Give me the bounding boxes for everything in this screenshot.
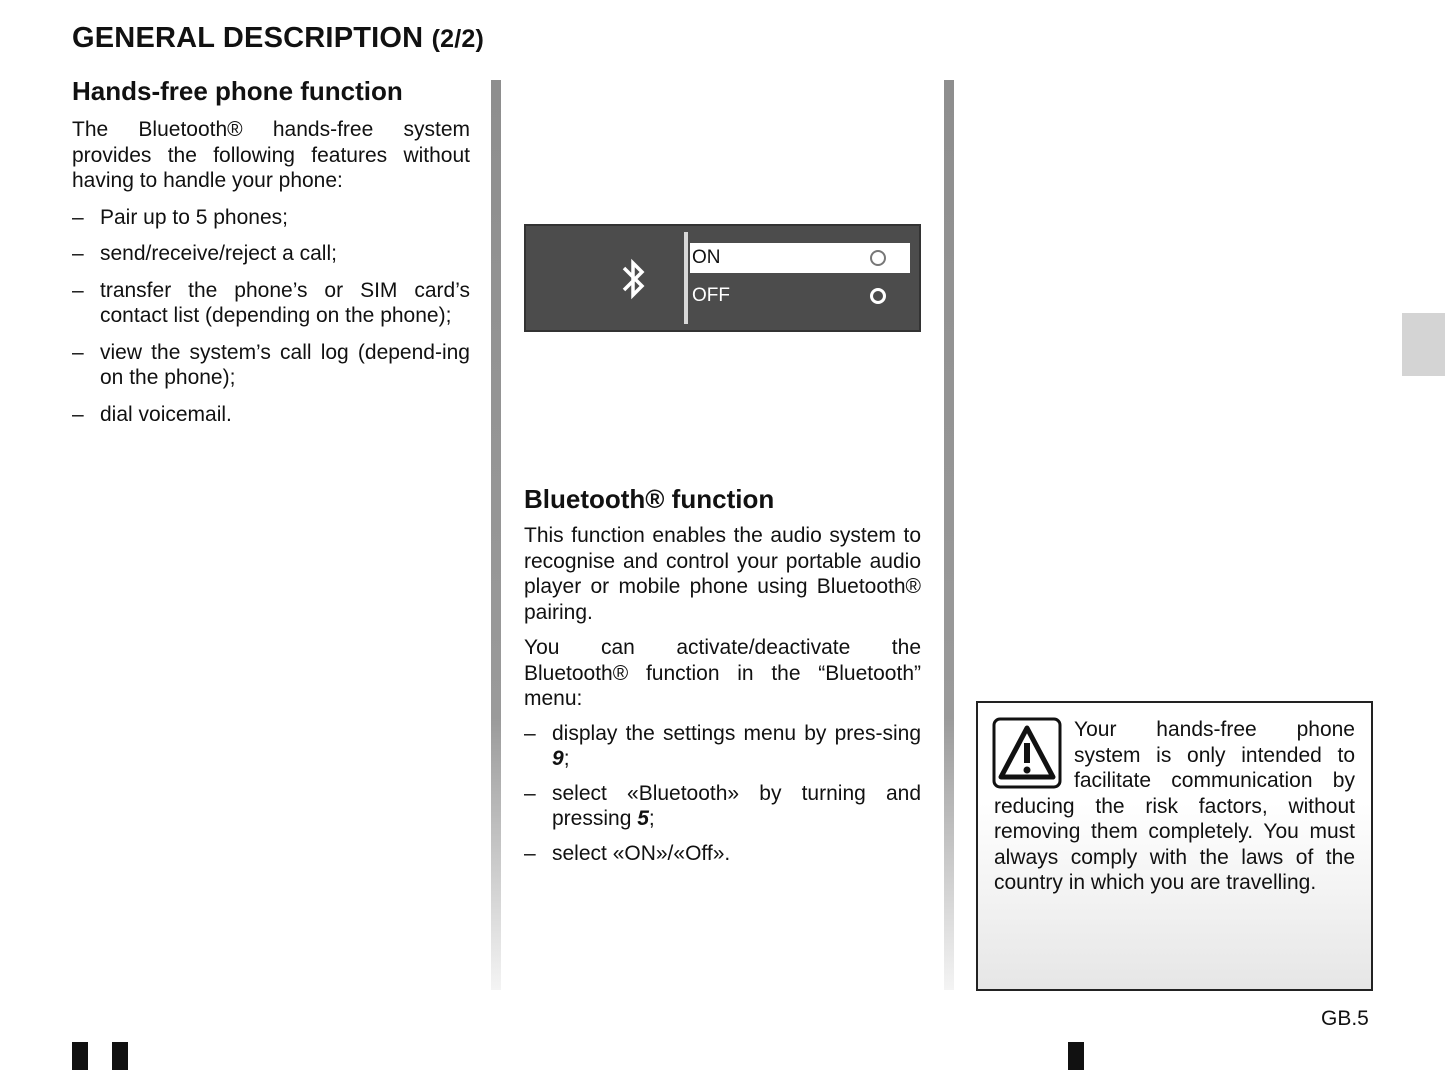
warning-box — [976, 701, 1373, 991]
list-item: – dial voicemail. — [72, 402, 470, 428]
page-number: GB.5 — [1321, 1007, 1369, 1030]
screen-separator — [684, 232, 688, 324]
bluetooth-para-1: This function enables the audio system to recognise and control your portable audio player or mobile phone using Bluetooth® pairing. — [524, 524, 921, 624]
option-off[interactable] — [690, 281, 910, 311]
page-title: GENERAL DESCRIPTION (2/2) — [72, 22, 484, 54]
hands-free-feature-list — [72, 205, 470, 428]
option-on[interactable] — [690, 243, 910, 273]
list-item: – select «Bluetooth» by turning and pressing 5; — [524, 781, 921, 832]
warning-triangle-icon — [992, 717, 1062, 789]
crop-mark — [72, 1042, 88, 1070]
list-item: – Pair up to 5 phones; — [72, 205, 470, 231]
bluetooth-section — [524, 484, 921, 866]
crop-mark — [112, 1042, 128, 1070]
list-item: – display the settings menu by pres-sing 9; — [524, 721, 921, 772]
column-divider — [944, 80, 954, 990]
bluetooth-para-2: You can activate/deactivate the Bluetooth® function in the “Bluetooth” menu: — [524, 636, 921, 710]
radio-on[interactable] — [870, 250, 886, 266]
key-reference: 5 — [637, 807, 649, 830]
section-tab — [1402, 313, 1445, 376]
option-off-label: OFF — [692, 285, 730, 306]
bluetooth-icon — [614, 254, 654, 304]
key-reference: 9 — [552, 747, 564, 770]
option-on-label: ON — [692, 247, 721, 268]
bluetooth-heading: Bluetooth® function — [524, 484, 775, 514]
bluetooth-settings-screen — [524, 224, 921, 332]
column-divider — [491, 80, 501, 990]
hands-free-heading: Hands-free phone function — [72, 76, 403, 106]
page-title-suffix: (2/2) — [431, 25, 484, 53]
list-item: – select «ON»/«Off». — [524, 841, 921, 867]
list-item: – transfer the phone’s or SIM card’s contact list (depending on the phone); — [72, 278, 470, 329]
list-item: – send/receive/reject a call; — [72, 241, 470, 267]
crop-mark — [1068, 1042, 1084, 1070]
warning-text: Your hands-free phone system is only intended to facilitate communication by reducing the risk factors, without removing them completely. You must always comply with the laws of the country in which you are travelling. — [994, 718, 1355, 894]
hands-free-section — [72, 76, 470, 427]
list-item: – view the system’s call log (depend-ing on the phone); — [72, 340, 470, 391]
bluetooth-steps — [524, 721, 921, 867]
hands-free-intro: The Bluetooth® hands-free system provides the following features without having to handle your phone: — [72, 118, 470, 192]
radio-off[interactable] — [870, 288, 886, 304]
